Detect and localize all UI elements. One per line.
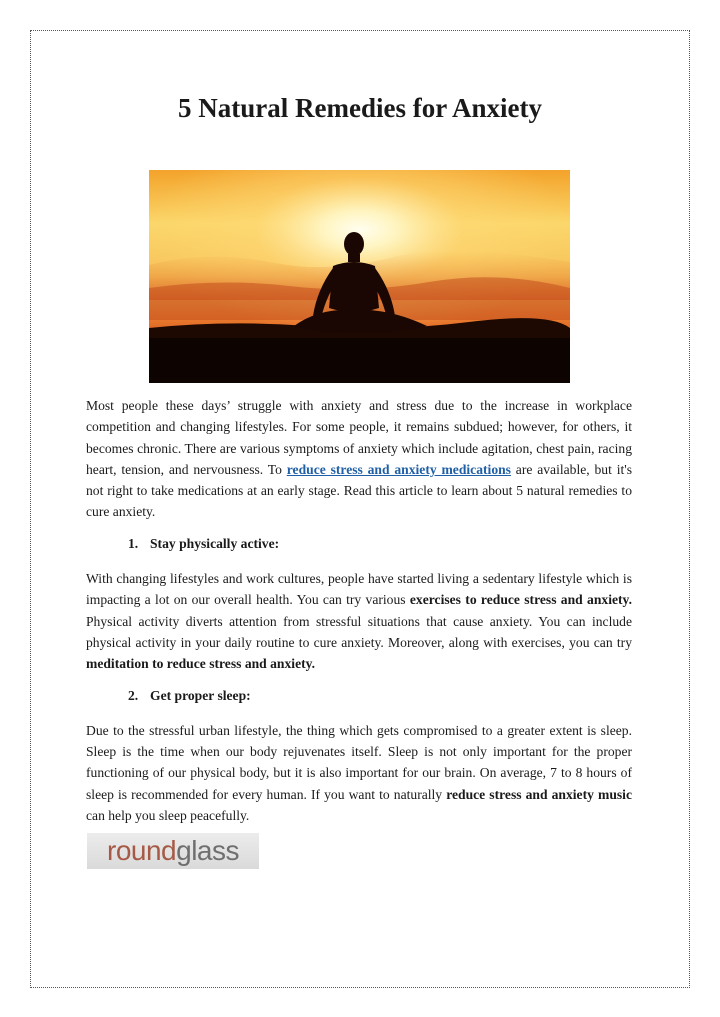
bold-keyword: meditation to reduce stress and anxiety.: [86, 656, 316, 672]
paragraph-text: can help you sleep peacefully.: [86, 808, 250, 824]
intro-paragraph: [86, 395, 632, 523]
paragraph-text: With changing lifestyles and work cultures, people have started living a sedentary lifestyle which is impacting a lot on our overall health. You can try various: [86, 571, 632, 608]
bold-keyword: reduce stress and anxiety music: [446, 786, 632, 802]
section-heading-text: Stay physically active:: [150, 535, 280, 551]
section-number: 1.: [128, 535, 139, 551]
meditation-silhouette-illustration: [149, 170, 570, 383]
section-number: 2.: [128, 687, 139, 703]
section-heading-text: Get proper sleep:: [150, 687, 251, 703]
section-paragraph-2: [86, 720, 632, 826]
article-body: [86, 395, 632, 836]
logo-text-round: round: [107, 835, 177, 866]
roundglass-logo: [87, 833, 259, 869]
section-heading-1: [86, 533, 632, 554]
paragraph-text: Physical activity diverts attention from stressful situations that cause anxiety. You can include physical activity in your daily routine to cure anxiety. Moreover, along with exercises, you can try: [86, 613, 632, 650]
section-heading-2: [86, 685, 632, 706]
bold-keyword: exercises to reduce stress and anxiety.: [409, 592, 632, 608]
paragraph-text: Due to the stressful urban lifestyle, the thing which gets compromised to a greater extent is sleep. Sleep is the time when our body rejuvenates itself. Sleep is not only important for the proper functioning of our physical body, but it is also important for our brain. On average, 7 to 8 hours of sleep is recommended for every human. If you want to naturally: [86, 722, 632, 802]
medications-link[interactable]: reduce stress and anxiety medications: [286, 461, 511, 477]
logo-text-glass: glass: [176, 835, 239, 866]
section-paragraph-1: [86, 568, 632, 674]
meditation-sunset-image: [149, 170, 570, 383]
intro-text: Most people these days’ struggle with anxiety and stress due to the increase in workplace competition and changing lifestyles. For some people, it remains subdued; however, for others, it becomes chronic. There are various symptoms of anxiety which include agitation, chest pain, racing heart, tension, and nervousness. To: [86, 398, 632, 477]
intro-text-end: are available, but it's not right to take medications at an early stage. Read this article to learn about 5 natural remedies to cure anxiety.: [86, 461, 632, 520]
document-title: 5 Natural Remedies for Anxiety: [178, 93, 542, 123]
